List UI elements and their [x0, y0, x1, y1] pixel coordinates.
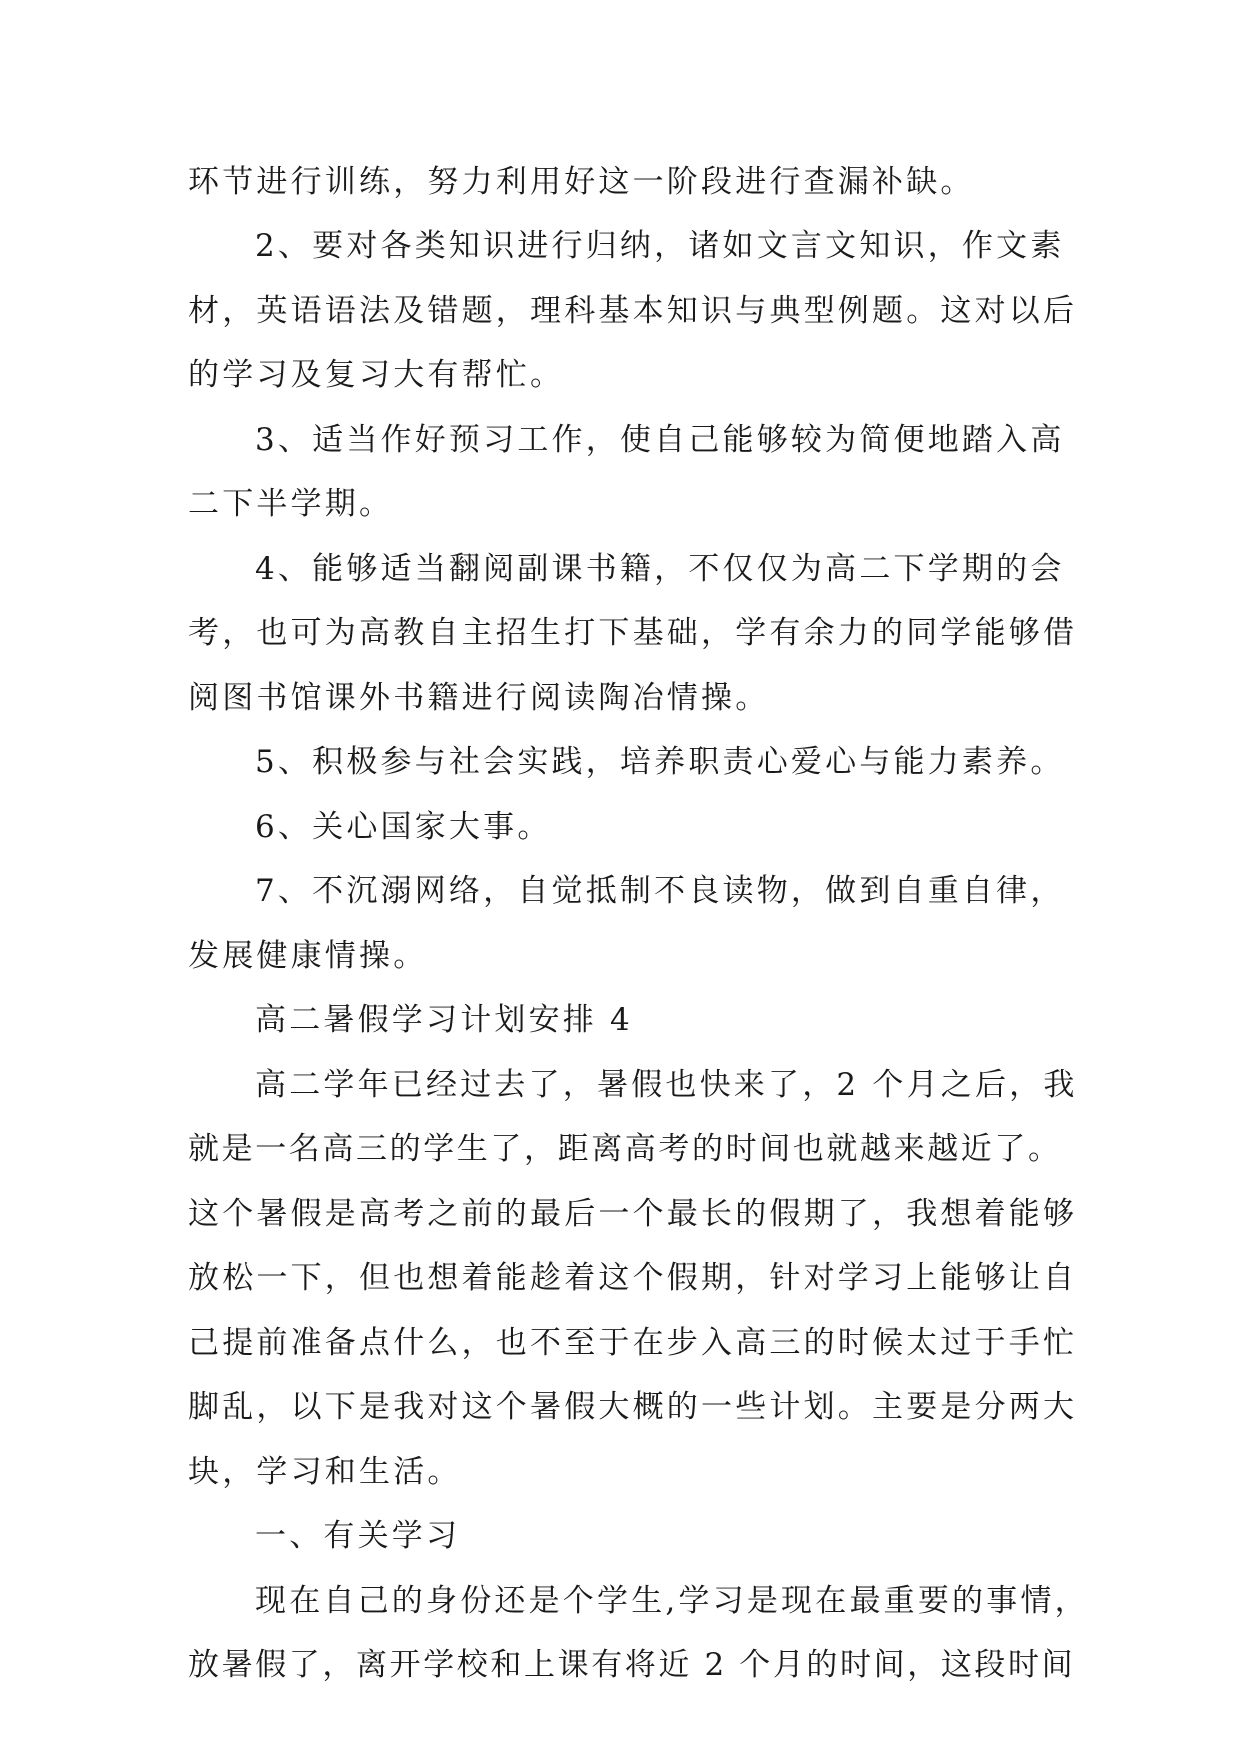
text-line: 的学习及复习大有帮忙。 [188, 357, 565, 393]
text-line: 己提前准备点什么，也不至于在步入高三的时候太过于手忙 [188, 1325, 1078, 1361]
text-line: 就是一名高三的学生了，距离高考的时间也就越来越近了。 [188, 1131, 1062, 1167]
text-line: 块，学习和生活。 [188, 1454, 462, 1490]
text-line: 脚乱，以下是我对这个暑假大概的一些计划。主要是分两大 [188, 1389, 1078, 1425]
text-line: 5、积极参与社会实践，培养职责心爱心与能力素养。 [255, 744, 1065, 780]
text-line: 这个暑假是高考之前的最后一个最长的假期了，我想着能够 [188, 1196, 1078, 1232]
text-line: 3、适当作好预习工作，使自己能够较为简便地踏入高 [255, 422, 1065, 458]
text-line: 阅图书馆课外书籍进行阅读陶冶情操。 [188, 680, 770, 716]
text-line: 高二学年已经过去了，暑假也快来了，2 个月之后，我 [255, 1067, 1078, 1103]
text-line: 材，英语语法及错题，理科基本知识与典型例题。这对以后 [188, 293, 1078, 329]
text-line: 环节进行训练，努力利用好这一阶段进行查漏补缺。 [188, 164, 975, 200]
text-line: 4、能够适当翻阅副课书籍，不仅仅为高二下学期的会 [255, 551, 1065, 587]
text-line: 二下半学期。 [188, 486, 394, 522]
section-heading: 高二暑假学习计划安排 4 [255, 1002, 633, 1038]
text-line: 现在自己的身份还是个学生,学习是现在最重要的事情， [255, 1583, 1089, 1619]
text-line: 放松一下，但也想着能趁着这个假期，针对学习上能够让自 [188, 1260, 1078, 1296]
text-line: 6、关心国家大事。 [255, 809, 552, 845]
text-line: 7、不沉溺网络，自觉抵制不良读物，做到自重自律， [255, 873, 1065, 909]
text-line: 考，也可为高教自主招生打下基础，学有余力的同学能够借 [188, 615, 1078, 651]
text-line: 发展健康情操。 [188, 938, 428, 974]
text-line: 放暑假了，离开学校和上课有将近 2 个月的时间，这段时间 [188, 1647, 1076, 1683]
section-heading: 一、有关学习 [255, 1518, 461, 1554]
text-line: 2、要对各类知识进行归纳，诸如文言文知识，作文素 [255, 228, 1065, 264]
